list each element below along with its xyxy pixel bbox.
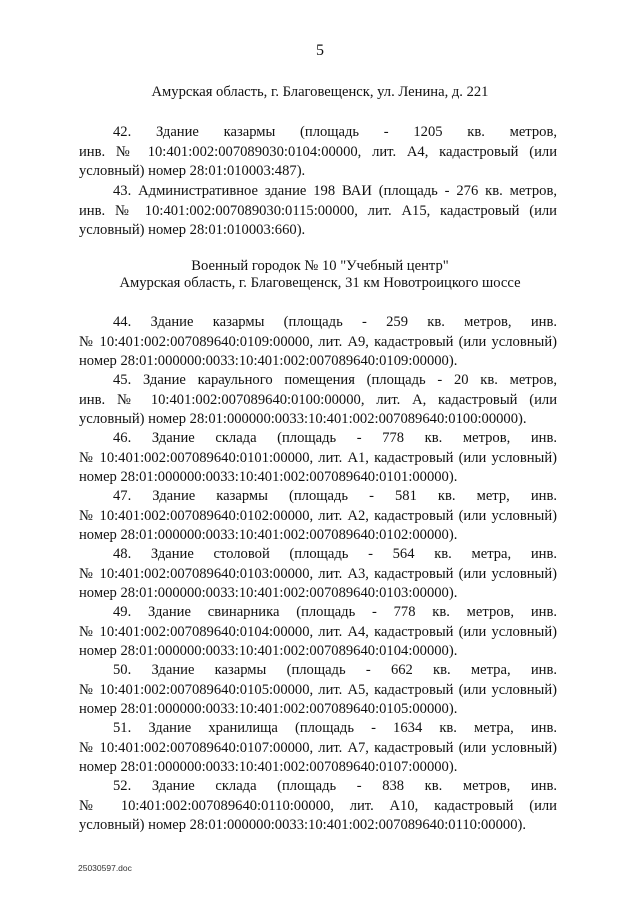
- address-heading-2: Амурская область, г. Благовещенск, 31 км Новотроицкого шоссе: [119, 275, 521, 291]
- list-item-line: 51. Здание хранилища (площадь - 1634 кв. метра, инв.: [113, 720, 557, 736]
- list-item-line: 52. Здание склада (площадь - 838 кв. метров, инв.: [113, 778, 557, 794]
- list-item-line: номер 28:01:000000:0033:10:401:002:007089640:0104:00000).: [79, 643, 458, 659]
- list-item-46: [79, 429, 557, 488]
- list-item-line: № 10:401:002:007089640:0110:00000, лит. А10, кадастровый (или: [79, 797, 557, 814]
- list-item-line: № 10:401:002:007089640:0109:00000, лит. А9, кадастровый (или условный): [79, 333, 557, 350]
- list-item-line: инв. № 10:401:002:007089030:0104:00000, лит. А4, кадастровый (или: [79, 143, 557, 160]
- list-item-line: 43. Административное здание 198 ВАИ (площадь - 276 кв. метров,: [113, 183, 557, 199]
- list-item-line: № 10:401:002:007089640:0105:00000, лит. А5, кадастровый (или условный): [79, 681, 557, 698]
- list-item-line: условный) номер 28:01:000000:0033:10:401:002:007089640:0100:00000).: [79, 411, 527, 427]
- list-item-line: 49. Здание свинарника (площадь - 778 кв. метров, инв.: [113, 604, 557, 620]
- list-item-line: 50. Здание казармы (площадь - 662 кв. метра, инв.: [113, 662, 557, 678]
- list-item-line: 44. Здание казармы (площадь - 259 кв. метров, инв.: [113, 314, 557, 330]
- list-item-51: [79, 719, 557, 778]
- list-item-line: номер 28:01:000000:0033:10:401:002:007089640:0105:00000).: [79, 701, 458, 717]
- list-item-line: условный) номер 28:01:010003:660).: [79, 222, 306, 238]
- list-item-line: инв. № 10:401:002:007089640:0100:00000, лит. А, кадастровый (или: [79, 391, 557, 408]
- list-item-45: [79, 371, 557, 430]
- list-item-line: № 10:401:002:007089640:0104:00000, лит. А4, кадастровый (или условный): [79, 623, 557, 640]
- list-item-line: номер 28:01:000000:0033:10:401:002:007089640:0109:00000).: [79, 353, 458, 369]
- list-item-line: условный) номер 28:01:000000:0033:10:401:002:007089640:0110:00000).: [79, 817, 526, 833]
- list-item-line: № 10:401:002:007089640:0103:00000, лит. А3, кадастровый (или условный): [79, 565, 557, 582]
- list-item-line: 47. Здание казармы (площадь - 581 кв. метр, инв.: [113, 488, 557, 504]
- list-item-line: номер 28:01:000000:0033:10:401:002:007089640:0102:00000).: [79, 527, 458, 543]
- list-item-line: № 10:401:002:007089640:0102:00000, лит. А2, кадастровый (или условный): [79, 507, 557, 524]
- address-heading-1: Амурская область, г. Благовещенск, ул. Ленина, д. 221: [151, 84, 489, 100]
- list-item-line: 46. Здание склада (площадь - 778 кв. метров, инв.: [113, 430, 557, 446]
- list-item-47: [79, 487, 557, 546]
- list-item-50: [79, 661, 557, 720]
- list-item-line: № 10:401:002:007089640:0101:00000, лит. А1, кадастровый (или условный): [79, 449, 557, 466]
- list-item-line: инв. № 10:401:002:007089030:0115:00000, лит. А15, кадастровый (или: [79, 202, 557, 219]
- list-item-43: [79, 182, 557, 241]
- list-item-line: номер 28:01:000000:0033:10:401:002:007089640:0101:00000).: [79, 469, 458, 485]
- military-town-heading: Военный городок № 10 "Учебный центр": [191, 258, 449, 274]
- list-item-44: [79, 313, 557, 372]
- footer-document-code: 25030597.doc: [78, 863, 132, 873]
- list-item-line: 45. Здание караульного помещения (площадь - 20 кв. метров,: [113, 372, 557, 388]
- list-item-line: № 10:401:002:007089640:0107:00000, лит. А7, кадастровый (или условный): [79, 739, 557, 756]
- list-item-42: [79, 123, 557, 182]
- list-item-52: [79, 777, 557, 836]
- list-item-line: 42. Здание казармы (площадь - 1205 кв. метров,: [113, 124, 557, 140]
- list-item-48: [79, 545, 557, 604]
- list-item-line: условный) номер 28:01:010003:487).: [79, 163, 306, 179]
- page-number: 5: [316, 42, 324, 59]
- list-item-line: номер 28:01:000000:0033:10:401:002:007089640:0103:00000).: [79, 585, 458, 601]
- list-item-49: [79, 603, 557, 662]
- list-item-line: номер 28:01:000000:0033:10:401:002:007089640:0107:00000).: [79, 759, 458, 775]
- list-item-line: 48. Здание столовой (площадь - 564 кв. метра, инв.: [113, 546, 557, 562]
